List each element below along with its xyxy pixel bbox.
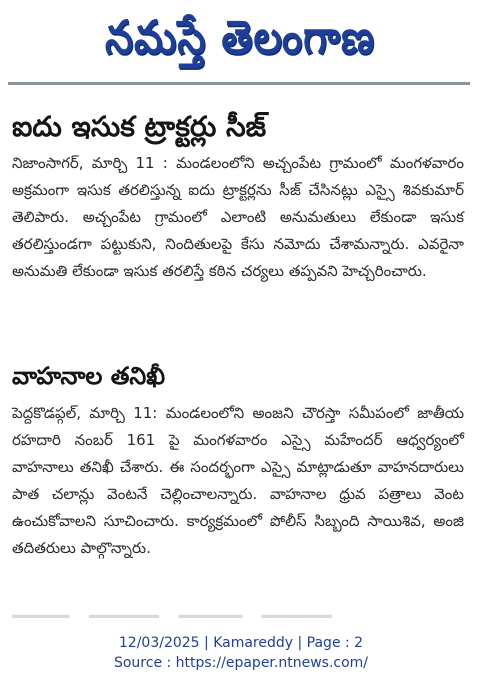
article-1-body: నిజాంసాగర్, మార్చి 11 : మండలంలోని అచ్చంపేట గ్రామంలో మంగళవారం అక్రమంగా ఇసుక తరలిస్తున్న ఐదు ట్రాక్టర్లను సీజ్ చేసినట్లు ఎస్సై శివకుమార్ తెలిపారు. అచ్చంపేట గ్రామంలో ఎలాంటి అనుమతులు లేకుండా ఇసుక తరలిస్తుండగా పట్టుకుని, నిందితులపై కేసు నమోదు చేశామన్నారు. ఎవరైనా అనుమతి లేకుండా ఇసుక తరలిస్తే కఠిన చర్యలు తప్పవని హెచ్చరించారు. (12, 154, 464, 280)
masthead-divider (8, 82, 470, 85)
footer-date-edition-page: 12/03/2025 | Kamareddy | Page : 2 (118, 635, 364, 651)
source-footer (0, 633, 482, 673)
cut-off-next-headline (12, 610, 332, 618)
masthead-title: నమస్తే తెలంగాణ (104, 11, 376, 65)
article-1-headline: ఐదు ఇసుక ట్రాక్టర్లు సీజ్ (12, 110, 267, 143)
article-2-body: పెద్దకొడప్గల్, మార్చి 11: మండలంలోని అంజని చౌరస్తా సమీపంలో జాతీయ రహదారి నంబర్ 161 పై మంగళవారం ఎస్సై మహేందర్ ఆధ్వర్యంలో వాహనాలు తనిఖీ చేశారు. ఈ సందర్భంగా ఎస్సై మాట్లాడుతూ వాహనదారులు పాత చలాన్లు వెంటనే చెల్లించాలన్నారు. వాహనాల ధ్రువ పత్రాలు వెంట ఉంచుకోవాలని సూచించారు. కార్యక్రమంలో పోలీస్ సిబ్బంది సాయిశివ, అంజి తదితరులు పాల్గొన్నారు. (12, 404, 464, 557)
footer-source-link[interactable]: Source : https://epaper.ntnews.com/ (113, 655, 369, 671)
article-2-headline: వాహనాల తనిఖీ (12, 362, 166, 390)
masthead (40, 11, 440, 74)
